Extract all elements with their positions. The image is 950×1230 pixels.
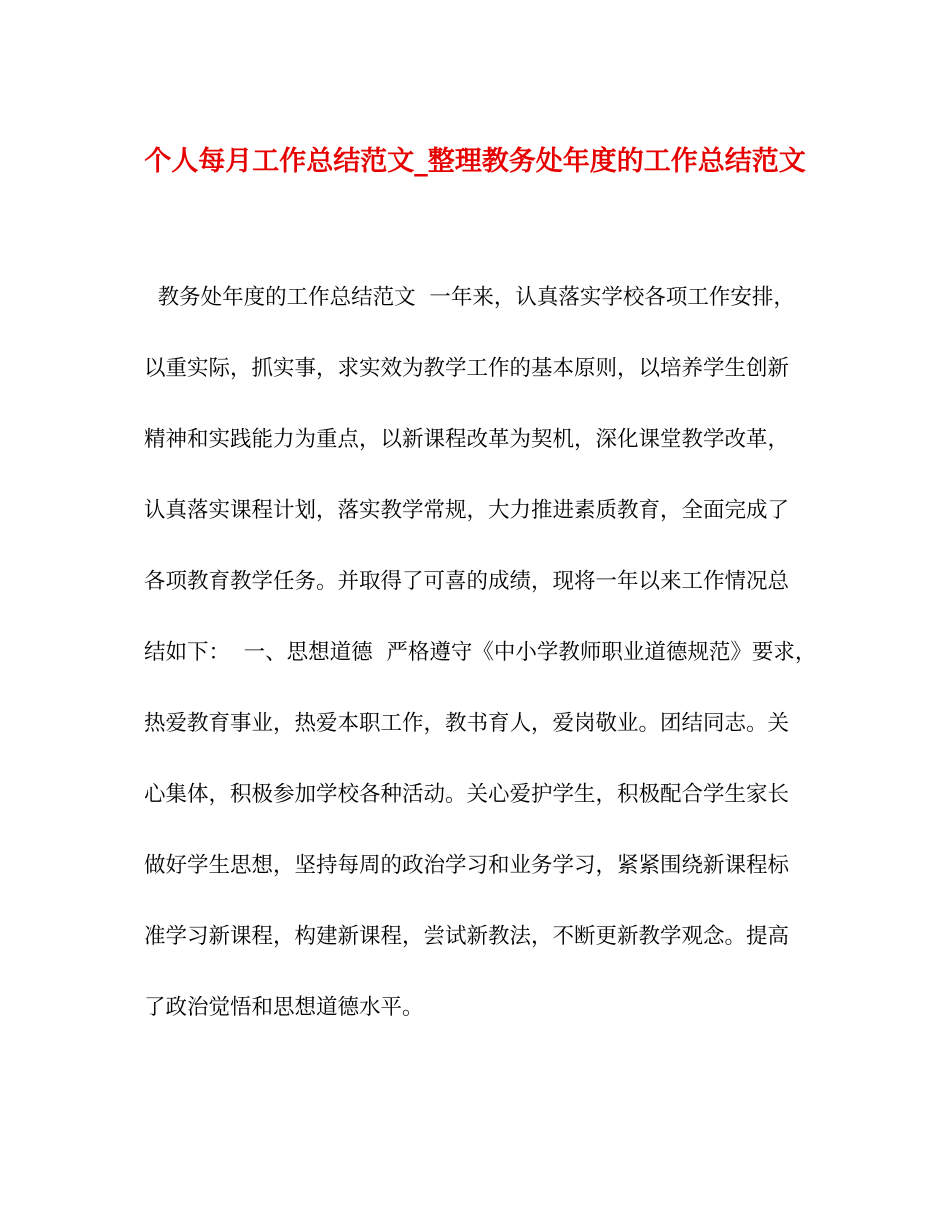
body-line: 认真落实课程计划，落实教学常规，大力推进素质教育，全面完成了 bbox=[144, 498, 790, 523]
body-line: 结如下： 一、思想道德 严格遵守《中小学教师职业道德规范》要求， bbox=[144, 640, 817, 665]
body-line: 精神和实践能力为重点，以新课程改革为契机，深化课堂教学改革， bbox=[144, 427, 790, 452]
document-title: 个人每月工作总结范文_整理教务处年度的工作总结范文 bbox=[144, 146, 806, 177]
body-line: 以重实际，抓实事，求实效为教学工作的基本原则，以培养学生创新 bbox=[144, 356, 790, 381]
body-line: 教务处年度的工作总结范文 一年来，认真落实学校各项工作安排， bbox=[144, 285, 795, 310]
body-line: 做好学生思想，坚持每周的政治学习和业务学习，紧紧围绕新课程标 bbox=[144, 853, 790, 878]
body-line: 了政治觉悟和思想道德水平。 bbox=[144, 995, 424, 1020]
body-line: 各项教育教学任务。并取得了可喜的成绩，现将一年以来工作情况总 bbox=[144, 569, 790, 594]
body-line: 心集体，积极参加学校各种活动。关心爱护学生，积极配合学生家长 bbox=[144, 782, 790, 807]
body-line: 热爱教育事业，热爱本职工作，教书育人，爱岗敬业。团结同志。关 bbox=[144, 711, 790, 736]
body-line: 准学习新课程，构建新课程，尝试新教法，不断更新教学观念。提高 bbox=[144, 924, 790, 949]
